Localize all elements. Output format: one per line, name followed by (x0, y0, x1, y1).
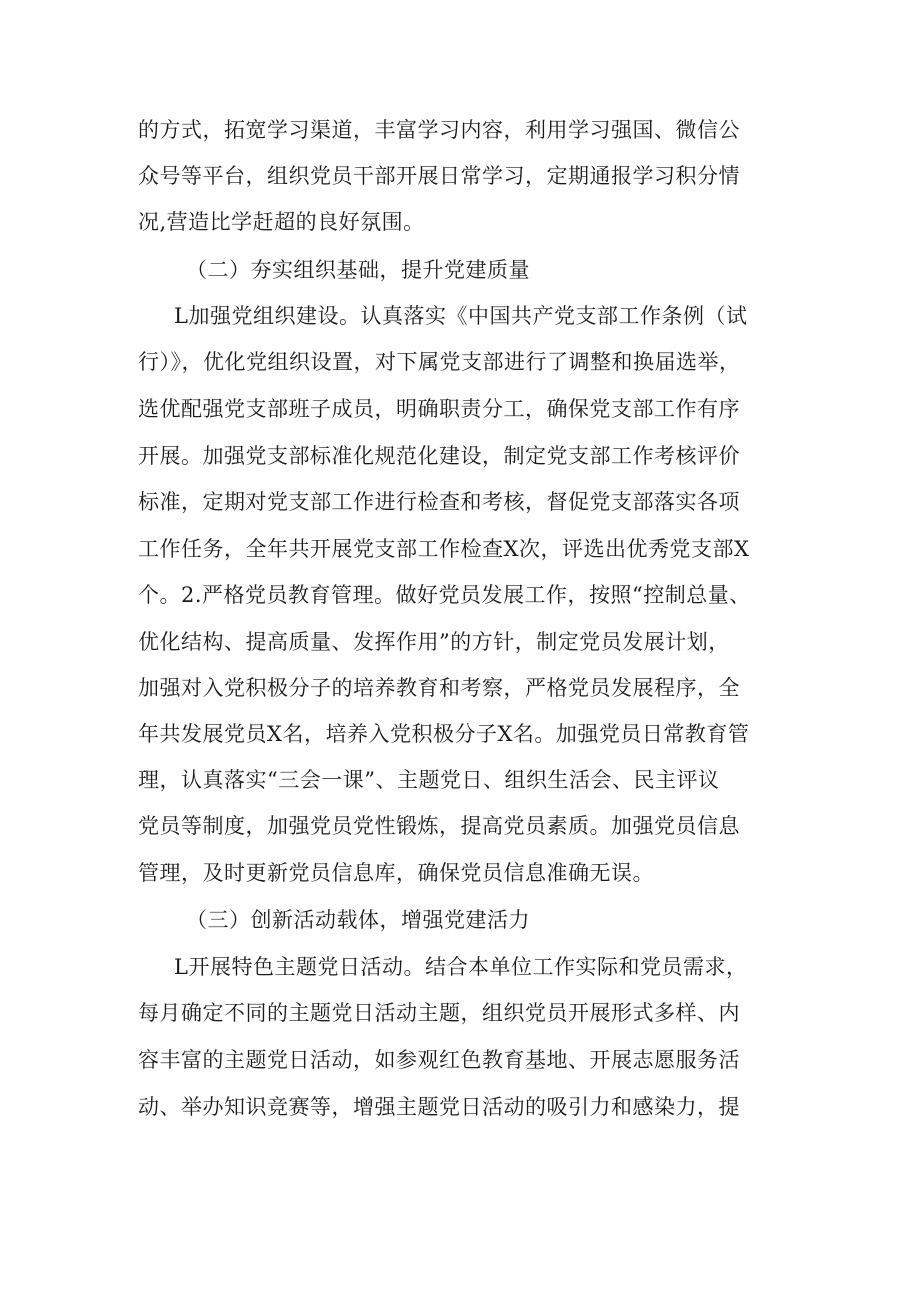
paragraph-line: 个。2.严格党员教育管理。做好党员发展工作，按照“控制总量、 (138, 583, 751, 607)
section-heading-3: （三）创新活动载体，增强党建活力 (186, 908, 530, 932)
paragraph-line: 理，认真落实“三会一课”、主题党日、组织生活会、民主评议 (138, 768, 720, 792)
paragraph-line: 工作任务，全年共开展党支部工作检查X次，评选出优秀党支部X (138, 537, 750, 561)
paragraph-line: 开展。加强党支部标准化规范化建设，制定党支部工作考核评价 (138, 444, 740, 468)
paragraph-line: 年共发展党员X名，培养入党积极分子X名。加强党员日常教育管 (138, 722, 750, 746)
paragraph-line: 况,营造比学赶超的良好氛围。 (138, 210, 425, 234)
paragraph-line: 优化结构、提高质量、发挥作用”的方针，制定党员发展计划， (138, 630, 730, 654)
paragraph-line: 标准，定期对党支部工作进行检查和考核，督促党支部落实各项 (138, 490, 740, 514)
section-heading-2: （二）夯实组织基础，提升党建质量 (186, 258, 530, 282)
paragraph-line: 动、举办知识竞赛等，增强主题党日活动的吸引力和感染力，提 (138, 1095, 740, 1119)
paragraph-line: 选优配强党支部班子成员，明确职责分工，确保党支部工作有序 (138, 397, 740, 421)
paragraph-line: 党员等制度，加强党员党性锻炼，提高党员素质。加强党员信息 (138, 814, 740, 838)
paragraph-line: 每月确定不同的主题党日活动主题，组织党员开展形式多样、内 (138, 1001, 740, 1025)
paragraph-line: 管理，及时更新党员信息库，确保党员信息准确无误。 (138, 861, 654, 885)
paragraph-line: 行）》，优化党组织设置，对下属党支部进行了调整和换届选举， (138, 350, 741, 374)
paragraph-line: L加强党组织建设。认真落实《中国共产党支部工作条例（试 (174, 304, 748, 328)
paragraph-line: 的方式，拓宽学习渠道，丰富学习内容，利用学习强国、微信公 (138, 118, 740, 142)
paragraph-line: 容丰富的主题党日活动，如参观红色教育基地、开展志愿服务活 (138, 1048, 740, 1072)
paragraph-line: 加强对入党积极分子的培养教育和考察，严格党员发展程序，全 (138, 676, 740, 700)
paragraph-line: L开展特色主题党日活动。结合本单位工作实际和党员需求， (174, 955, 748, 979)
paragraph-line: 众号等平台，组织党员干部开展日常学习，定期通报学习积分情 (138, 164, 740, 188)
